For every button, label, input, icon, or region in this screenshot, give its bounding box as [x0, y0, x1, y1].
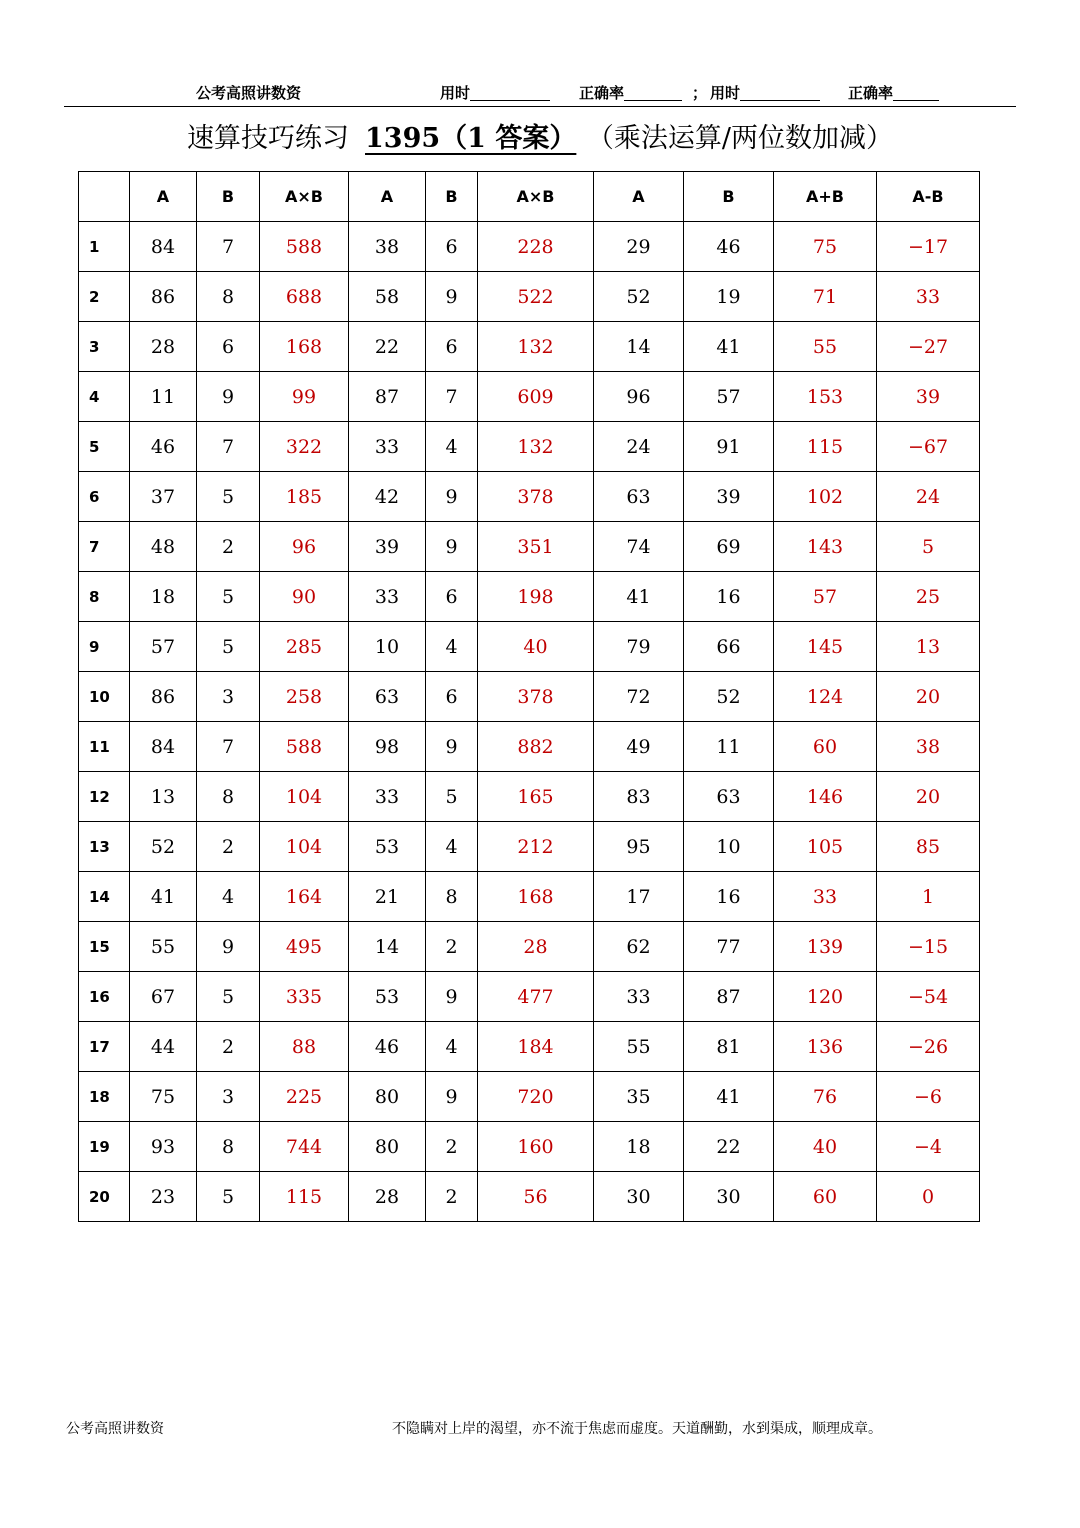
operand-cell: 16 — [684, 872, 774, 922]
operand-cell: 41 — [684, 1072, 774, 1122]
operand-cell: 24 — [594, 422, 684, 472]
answer-cell: 588 — [260, 722, 349, 772]
answer-cell: 522 — [478, 272, 594, 322]
answer-cell: −27 — [877, 322, 980, 372]
operand-cell: 41 — [594, 572, 684, 622]
operand-cell: 7 — [426, 372, 478, 422]
answer-cell: 28 — [478, 922, 594, 972]
table-row — [79, 372, 980, 422]
operand-cell: 62 — [594, 922, 684, 972]
operand-cell: 4 — [426, 422, 478, 472]
operand-cell: 11 — [130, 372, 197, 422]
answer-cell: 145 — [774, 622, 877, 672]
answer-cell: 104 — [260, 822, 349, 872]
operand-cell: 5 — [426, 772, 478, 822]
operand-cell: 2 — [197, 1022, 260, 1072]
operand-cell: 9 — [426, 472, 478, 522]
answer-cell: −67 — [877, 422, 980, 472]
operand-cell: 52 — [130, 822, 197, 872]
title-prefix: 速算技巧练习 — [187, 123, 350, 154]
answer-cell: 228 — [478, 222, 594, 272]
answer-cell: 39 — [877, 372, 980, 422]
operand-cell: 9 — [426, 1072, 478, 1122]
table-row — [79, 722, 980, 772]
answer-cell: −6 — [877, 1072, 980, 1122]
operand-cell: 58 — [349, 272, 426, 322]
operand-cell: 8 — [197, 272, 260, 322]
operand-cell: 11 — [684, 722, 774, 772]
accuracy-field-2 — [848, 82, 893, 103]
footer-brand: 公考高照讲数资 — [66, 1421, 164, 1437]
title-subtitle: （乘法运算/两位数加减） — [600, 123, 893, 154]
answer-cell: 212 — [478, 822, 594, 872]
operand-cell: 4 — [426, 822, 478, 872]
title-number: 1395（1 答案） — [365, 123, 577, 154]
operand-cell: 80 — [349, 1122, 426, 1172]
row-number: 17 — [79, 1022, 130, 1072]
operand-cell: 10 — [349, 622, 426, 672]
table-row — [79, 422, 980, 472]
answer-cell: 5 — [877, 522, 980, 572]
column-header — [79, 172, 130, 222]
operand-cell: 93 — [130, 1122, 197, 1172]
answer-cell: 88 — [260, 1022, 349, 1072]
answer-cell: −26 — [877, 1022, 980, 1072]
operand-cell: 77 — [684, 922, 774, 972]
table-row — [79, 1122, 980, 1172]
table-row — [79, 772, 980, 822]
answer-cell: 71 — [774, 272, 877, 322]
answer-cell: 20 — [877, 772, 980, 822]
answer-cell: 335 — [260, 972, 349, 1022]
answer-cell: 882 — [478, 722, 594, 772]
answer-cell: 13 — [877, 622, 980, 672]
answer-cell: 102 — [774, 472, 877, 522]
accuracy-blank-1 — [624, 86, 682, 101]
operand-cell: 5 — [197, 972, 260, 1022]
operand-cell: 8 — [426, 872, 478, 922]
column-header: A — [349, 172, 426, 222]
operand-cell: 6 — [426, 672, 478, 722]
operand-cell: 9 — [197, 922, 260, 972]
answer-cell: 38 — [877, 722, 980, 772]
answer-cell: 165 — [478, 772, 594, 822]
operand-cell: 80 — [349, 1072, 426, 1122]
answer-cell: 99 — [260, 372, 349, 422]
operand-cell: 57 — [684, 372, 774, 422]
answer-cell: 115 — [774, 422, 877, 472]
answer-cell: 60 — [774, 722, 877, 772]
operand-cell: 7 — [197, 722, 260, 772]
operand-cell: 8 — [197, 1122, 260, 1172]
answer-cell: 85 — [877, 822, 980, 872]
answer-cell: 168 — [478, 872, 594, 922]
table-row — [79, 522, 980, 572]
column-header: A+B — [774, 172, 877, 222]
operand-cell: 10 — [684, 822, 774, 872]
answer-cell: 168 — [260, 322, 349, 372]
answer-cell: 153 — [774, 372, 877, 422]
operand-cell: 46 — [130, 422, 197, 472]
answer-cell: 132 — [478, 322, 594, 372]
row-number: 7 — [79, 522, 130, 572]
table-row — [79, 972, 980, 1022]
column-header: B — [197, 172, 260, 222]
operand-cell: 3 — [197, 1072, 260, 1122]
operand-cell: 18 — [130, 572, 197, 622]
operand-cell: 30 — [594, 1172, 684, 1222]
answer-cell: 258 — [260, 672, 349, 722]
operand-cell: 13 — [130, 772, 197, 822]
answer-cell: 132 — [478, 422, 594, 472]
operand-cell: 29 — [594, 222, 684, 272]
answer-cell: 105 — [774, 822, 877, 872]
answer-cell: 285 — [260, 622, 349, 672]
time-label-2: 用时 — [710, 84, 741, 102]
operand-cell: 98 — [349, 722, 426, 772]
operand-cell: 87 — [684, 972, 774, 1022]
operand-cell: 57 — [130, 622, 197, 672]
answer-cell: 146 — [774, 772, 877, 822]
operand-cell: 53 — [349, 822, 426, 872]
operand-cell: 35 — [594, 1072, 684, 1122]
operand-cell: 6 — [426, 322, 478, 372]
table-row — [79, 822, 980, 872]
column-header: B — [684, 172, 774, 222]
operand-cell: 63 — [594, 472, 684, 522]
answer-cell: 378 — [478, 472, 594, 522]
table-row — [79, 472, 980, 522]
operand-cell: 5 — [197, 572, 260, 622]
answer-cell: 160 — [478, 1122, 594, 1172]
table-body — [79, 222, 980, 1222]
table-header — [79, 172, 980, 222]
accuracy-field-1 — [579, 82, 624, 103]
operand-cell: 84 — [130, 222, 197, 272]
operand-cell: 95 — [594, 822, 684, 872]
table-row — [79, 272, 980, 322]
row-number: 20 — [79, 1172, 130, 1222]
operand-cell: 33 — [349, 572, 426, 622]
answer-cell: 40 — [478, 622, 594, 672]
answer-cell: 115 — [260, 1172, 349, 1222]
operand-cell: 41 — [130, 872, 197, 922]
operand-cell: 19 — [684, 272, 774, 322]
table-row — [79, 872, 980, 922]
answer-cell: 143 — [774, 522, 877, 572]
operand-cell: 14 — [349, 922, 426, 972]
answer-cell: 322 — [260, 422, 349, 472]
answer-cell: 164 — [260, 872, 349, 922]
answer-cell: 139 — [774, 922, 877, 972]
operand-cell: 9 — [197, 372, 260, 422]
footer-motto: 不隐瞒对上岸的渴望，亦不流于焦虑而虚度。天道酬勤，水到渠成，顺理成章。 — [392, 1421, 882, 1437]
operand-cell: 9 — [426, 522, 478, 572]
row-number: 6 — [79, 472, 130, 522]
operand-cell: 30 — [684, 1172, 774, 1222]
operand-cell: 63 — [684, 772, 774, 822]
operand-cell: 48 — [130, 522, 197, 572]
table-row — [79, 622, 980, 672]
accuracy-blank-2 — [893, 86, 939, 101]
answer-cell: 75 — [774, 222, 877, 272]
answer-cell: 225 — [260, 1072, 349, 1122]
operand-cell: 53 — [349, 972, 426, 1022]
operand-cell: 67 — [130, 972, 197, 1022]
operand-cell: 2 — [426, 1122, 478, 1172]
column-header: A×B — [478, 172, 594, 222]
operand-cell: 84 — [130, 722, 197, 772]
operand-cell: 22 — [684, 1122, 774, 1172]
operand-cell: 23 — [130, 1172, 197, 1222]
row-number: 1 — [79, 222, 130, 272]
row-number: 5 — [79, 422, 130, 472]
answer-cell: 25 — [877, 572, 980, 622]
operand-cell: 9 — [426, 972, 478, 1022]
operand-cell: 5 — [197, 622, 260, 672]
answer-cell: 1 — [877, 872, 980, 922]
operand-cell: 74 — [594, 522, 684, 572]
row-number: 10 — [79, 672, 130, 722]
answer-cell: 477 — [478, 972, 594, 1022]
table-row — [79, 1072, 980, 1122]
answer-cell: 378 — [478, 672, 594, 722]
answer-cell: 184 — [478, 1022, 594, 1072]
operand-cell: 21 — [349, 872, 426, 922]
answer-cell: 56 — [478, 1172, 594, 1222]
operand-cell: 63 — [349, 672, 426, 722]
operand-cell: 4 — [426, 622, 478, 672]
header-row — [79, 172, 980, 222]
answer-cell: 609 — [478, 372, 594, 422]
time-field-1 — [440, 82, 470, 103]
operand-cell: 5 — [197, 472, 260, 522]
answer-cell: −15 — [877, 922, 980, 972]
answer-cell: 60 — [774, 1172, 877, 1222]
accuracy-label-1: 正确率 — [579, 84, 625, 102]
row-number: 12 — [79, 772, 130, 822]
row-number: 9 — [79, 622, 130, 672]
operand-cell: 42 — [349, 472, 426, 522]
answer-cell: 96 — [260, 522, 349, 572]
operand-cell: 17 — [594, 872, 684, 922]
row-number: 11 — [79, 722, 130, 772]
row-number: 2 — [79, 272, 130, 322]
operand-cell: 33 — [349, 772, 426, 822]
answer-cell: 104 — [260, 772, 349, 822]
operand-cell: 37 — [130, 472, 197, 522]
operand-cell: 28 — [130, 322, 197, 372]
operand-cell: 55 — [594, 1022, 684, 1072]
operand-cell: 49 — [594, 722, 684, 772]
column-header: A×B — [260, 172, 349, 222]
answer-cell: 76 — [774, 1072, 877, 1122]
operand-cell: 6 — [426, 572, 478, 622]
operand-cell: 4 — [426, 1022, 478, 1072]
time-blank-2 — [740, 86, 820, 101]
answer-cell: 185 — [260, 472, 349, 522]
operand-cell: 75 — [130, 1072, 197, 1122]
table-row — [79, 672, 980, 722]
answer-cell: 720 — [478, 1072, 594, 1122]
operand-cell: 3 — [197, 672, 260, 722]
row-number: 14 — [79, 872, 130, 922]
operand-cell: 4 — [197, 872, 260, 922]
table-row — [79, 572, 980, 622]
operand-cell: 7 — [197, 422, 260, 472]
operand-cell: 46 — [349, 1022, 426, 1072]
answer-cell: 33 — [774, 872, 877, 922]
operand-cell: 91 — [684, 422, 774, 472]
accuracy-label-2: 正确率 — [848, 84, 894, 102]
practice-table — [78, 171, 980, 1222]
table-row — [79, 222, 980, 272]
operand-cell: 33 — [349, 422, 426, 472]
operand-cell: 33 — [594, 972, 684, 1022]
header-separator: ； — [692, 84, 708, 102]
row-number: 3 — [79, 322, 130, 372]
answer-cell: 33 — [877, 272, 980, 322]
row-number: 18 — [79, 1072, 130, 1122]
answer-cell: 90 — [260, 572, 349, 622]
operand-cell: 18 — [594, 1122, 684, 1172]
answer-cell: 55 — [774, 322, 877, 372]
answer-cell: 198 — [478, 572, 594, 622]
table-row — [79, 322, 980, 372]
answer-cell: 124 — [774, 672, 877, 722]
operand-cell: 7 — [197, 222, 260, 272]
column-header: A — [594, 172, 684, 222]
table-row — [79, 1022, 980, 1072]
operand-cell: 38 — [349, 222, 426, 272]
answer-cell: 688 — [260, 272, 349, 322]
operand-cell: 2 — [197, 522, 260, 572]
operand-cell: 16 — [684, 572, 774, 622]
operand-cell: 96 — [594, 372, 684, 422]
answer-cell: 0 — [877, 1172, 980, 1222]
operand-cell: 44 — [130, 1022, 197, 1072]
operand-cell: 69 — [684, 522, 774, 572]
operand-cell: 83 — [594, 772, 684, 822]
row-number: 15 — [79, 922, 130, 972]
operand-cell: 22 — [349, 322, 426, 372]
row-number: 8 — [79, 572, 130, 622]
operand-cell: 87 — [349, 372, 426, 422]
operand-cell: 8 — [197, 772, 260, 822]
answer-cell: 136 — [774, 1022, 877, 1072]
column-header: A-B — [877, 172, 980, 222]
operand-cell: 2 — [426, 1172, 478, 1222]
column-header: A — [130, 172, 197, 222]
answer-cell: −4 — [877, 1122, 980, 1172]
row-number: 16 — [79, 972, 130, 1022]
operand-cell: 39 — [349, 522, 426, 572]
time-field-2 — [710, 82, 740, 103]
answer-cell: 351 — [478, 522, 594, 572]
operand-cell: 6 — [197, 322, 260, 372]
header-brand: 公考高照讲数资 — [196, 84, 302, 102]
answer-cell: 57 — [774, 572, 877, 622]
answer-cell: 24 — [877, 472, 980, 522]
answer-cell: 40 — [774, 1122, 877, 1172]
time-label-1: 用时 — [440, 84, 471, 102]
answer-cell: 20 — [877, 672, 980, 722]
page-title — [0, 116, 1080, 155]
table-row — [79, 922, 980, 972]
operand-cell: 55 — [130, 922, 197, 972]
operand-cell: 86 — [130, 272, 197, 322]
answer-cell: 120 — [774, 972, 877, 1022]
operand-cell: 39 — [684, 472, 774, 522]
operand-cell: 14 — [594, 322, 684, 372]
operand-cell: 79 — [594, 622, 684, 672]
operand-cell: 81 — [684, 1022, 774, 1072]
answer-cell: −17 — [877, 222, 980, 272]
answer-cell: 495 — [260, 922, 349, 972]
operand-cell: 2 — [426, 922, 478, 972]
row-number: 19 — [79, 1122, 130, 1172]
operand-cell: 5 — [197, 1172, 260, 1222]
operand-cell: 6 — [426, 222, 478, 272]
worksheet-header — [64, 78, 1016, 107]
operand-cell: 46 — [684, 222, 774, 272]
answer-cell: 588 — [260, 222, 349, 272]
answer-cell: 744 — [260, 1122, 349, 1172]
operand-cell: 66 — [684, 622, 774, 672]
operand-cell: 86 — [130, 672, 197, 722]
answer-cell: −54 — [877, 972, 980, 1022]
operand-cell: 52 — [594, 272, 684, 322]
column-header: B — [426, 172, 478, 222]
operand-cell: 2 — [197, 822, 260, 872]
row-number: 13 — [79, 822, 130, 872]
operand-cell: 52 — [684, 672, 774, 722]
operand-cell: 9 — [426, 722, 478, 772]
time-blank-1 — [470, 86, 550, 101]
row-number: 4 — [79, 372, 130, 422]
operand-cell: 41 — [684, 322, 774, 372]
operand-cell: 9 — [426, 272, 478, 322]
table-row — [79, 1172, 980, 1222]
operand-cell: 28 — [349, 1172, 426, 1222]
operand-cell: 72 — [594, 672, 684, 722]
